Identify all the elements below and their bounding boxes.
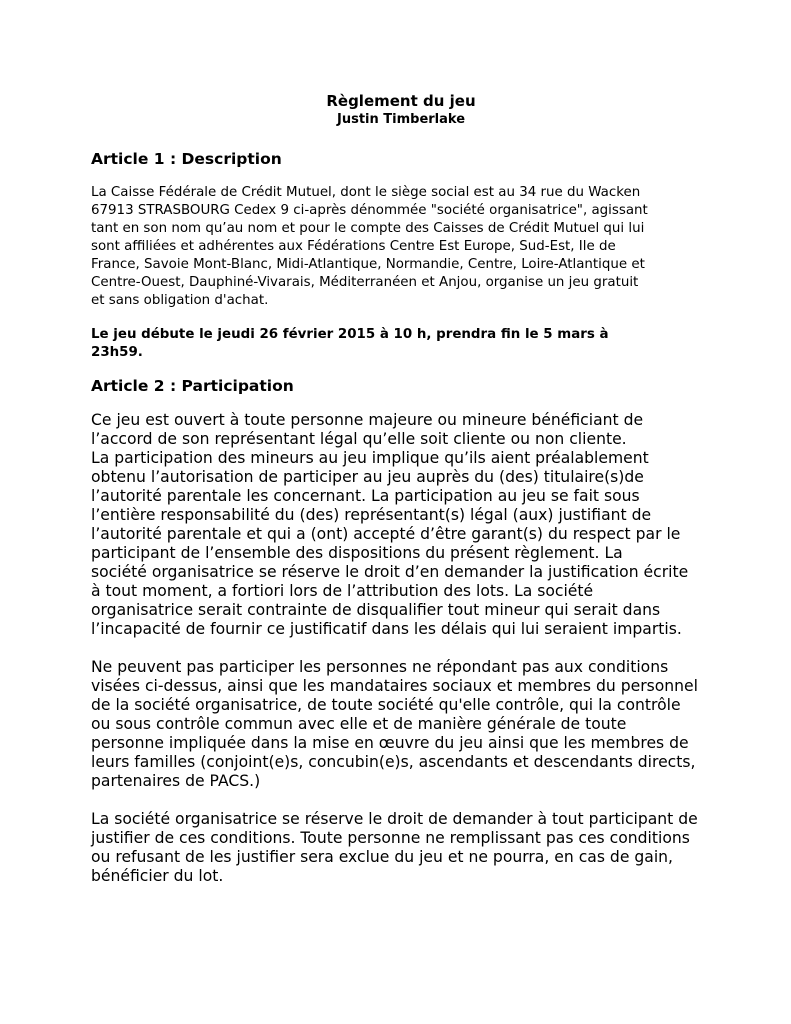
text-line: leurs familles (conjoint(e)s, concubin(e)s, ascendants et descendants directs, [91,753,696,771]
text-line: et sans obligation d'achat. [91,293,269,308]
text-line: personne impliquée dans la mise en œuvre du jeu ainsi que les membres de [91,734,689,752]
text-line: participant de l’ensemble des dispositions du présent règlement. La [91,544,623,562]
text-line: La société organisatrice se réserve le droit de demander à tout participant de [91,810,698,828]
article-2-paragraph-3 [91,810,711,886]
article-2-paragraph-1 [91,411,711,639]
text-line: organisatrice serait contrainte de disqualifier tout mineur qui serait dans [91,601,661,619]
article-1-heading: Article 1 : Description [91,150,282,168]
text-line: bénéficier du lot. [91,867,224,885]
text-line: France, Savoie Mont-Blanc, Midi-Atlantique, Normandie, Centre, Loire-Atlantique et [91,257,645,272]
text-line: l’autorité parentale les concernant. La participation au jeu se fait sous [91,487,640,505]
text-line: ou refusant de les justifier sera exclue du jeu et ne pourra, en cas de gain, [91,848,673,866]
text-line: visées ci-dessus, ainsi que les mandataires sociaux et membres du personnel [91,677,698,695]
text-line: La Caisse Fédérale de Crédit Mutuel, dont le siège social est au 34 rue du Wacken [91,185,641,200]
text-line: justifier de ces conditions. Toute personne ne remplissant pas ces conditions [91,829,690,847]
text-line: Ne peuvent pas participer les personnes ne répondant pas aux conditions [91,658,669,676]
text-line: partenaires de PACS.) [91,772,261,790]
text-line: à tout moment, a fortiori lors de l’attribution des lots. La société [91,582,594,600]
article-1-dates [91,326,711,362]
document-title: Règlement du jeu [326,92,476,110]
document-page [91,92,711,886]
text-line: l’entière responsabilité du (des) représentant(s) légal (aux) justifiant de [91,506,652,524]
text-line: de la société organisatrice, de toute société qu'elle contrôle, qui la contrôle [91,696,681,714]
article-1-paragraph [91,184,711,310]
text-line: Le jeu débute le jeudi 26 février 2015 à 10 h, prendra fin le 5 mars à [91,327,609,342]
text-line: Centre-Ouest, Dauphiné-Vivarais, Méditerranéen et Anjou, organise un jeu gratuit [91,275,639,290]
document-subtitle: Justin Timberlake [336,112,466,127]
article-2-heading: Article 2 : Participation [91,377,294,395]
text-line: 23h59. [91,345,143,360]
text-line: l’autorité parentale et qui a (ont) accepté d’être garant(s) du respect par le [91,525,681,543]
text-line: société organisatrice se réserve le droit d’en demander la justification écrite [91,563,689,581]
text-line: l’incapacité de fournir ce justificatif dans les délais qui lui seraient impartis. [91,620,682,638]
text-line: 67913 STRASBOURG Cedex 9 ci-après dénommée "société organisatrice", agissant [91,203,648,218]
article-2-paragraph-2 [91,658,711,791]
text-line: La participation des mineurs au jeu implique qu’ils aient préalablement [91,449,649,467]
text-line: obtenu l’autorisation de participer au jeu auprès du (des) titulaire(s)de [91,468,644,486]
text-line: Ce jeu est ouvert à toute personne majeure ou mineure bénéficiant de [91,411,644,429]
text-line: ou sous contrôle commun avec elle et de manière générale de toute [91,715,627,733]
text-line: sont affiliées et adhérentes aux Fédérations Centre Est Europe, Sud-Est, Ile de [91,239,616,254]
text-line: l’accord de son représentant légal qu’elle soit cliente ou non cliente. [91,430,627,448]
text-line: tant en son nom qu’au nom et pour le compte des Caisses de Crédit Mutuel qui lui [91,221,645,236]
